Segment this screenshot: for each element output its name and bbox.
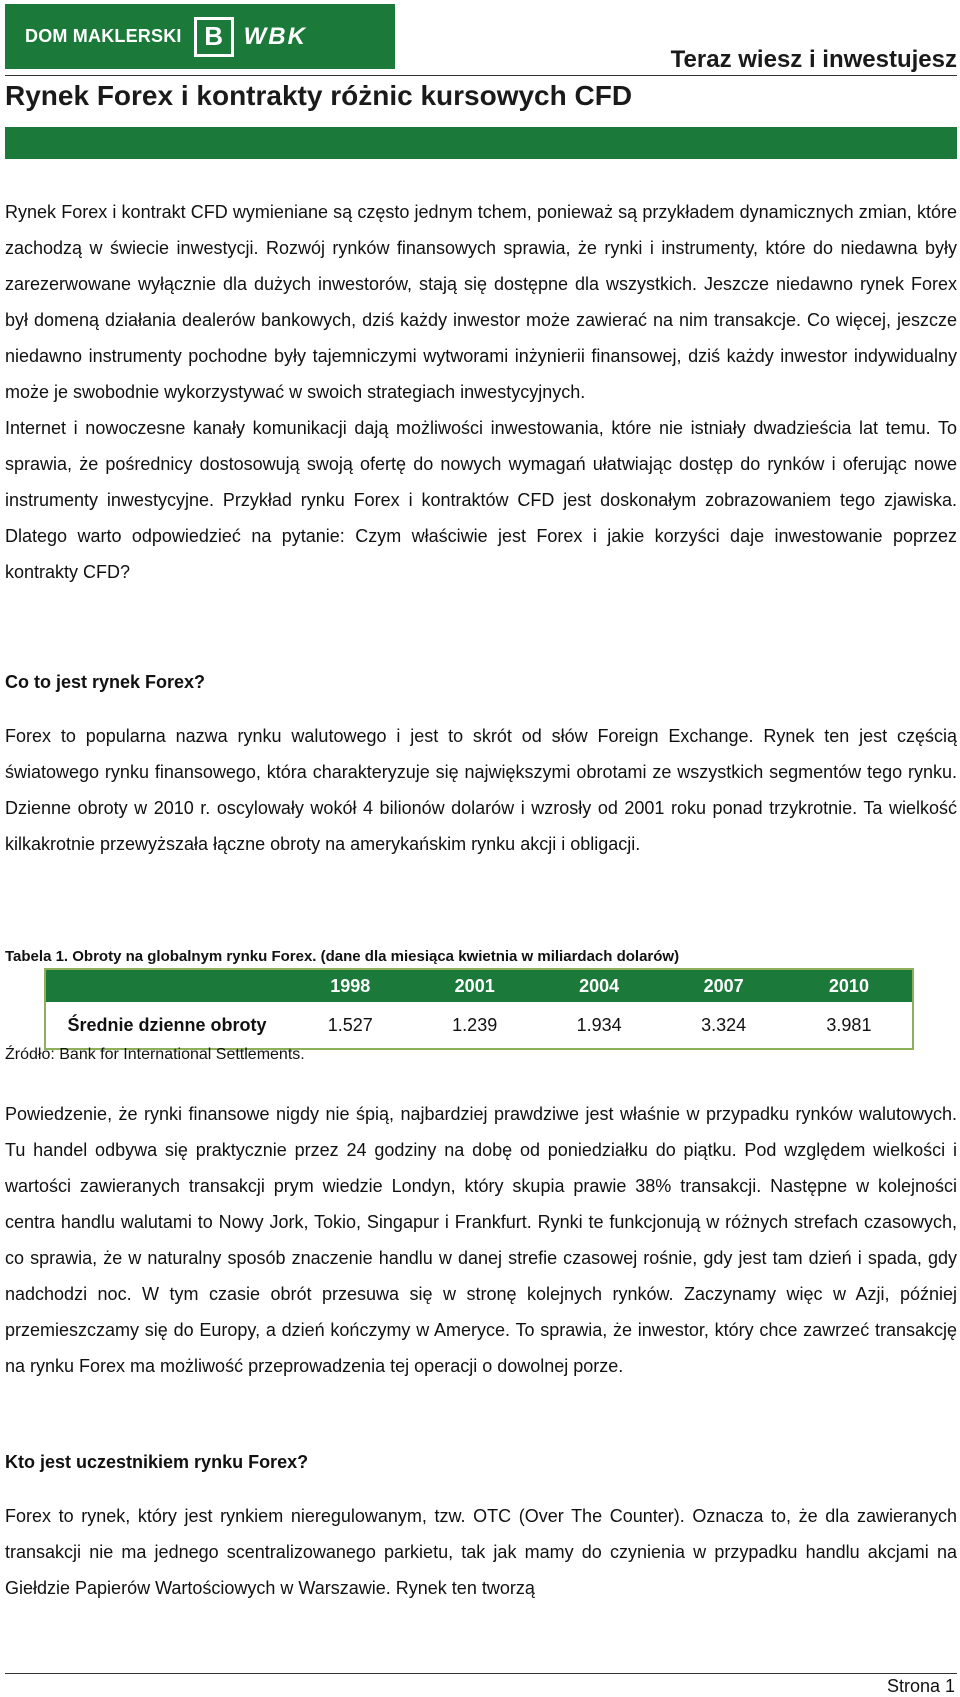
section-paragraph: Powiedzenie, że rynki finansowe nigdy nie śpią, najbardziej prawdziwe jest właśnie w przypadku rynków walutowych. Tu handel odbywa się praktycznie przez 24 godziny na dobę od poniedziałku do piątku. Pod względem wielkości i wartości zawieranych transakcji prym wiedzie Londyn, który skupia prawie 38% transakcji. Następne w kolejności centra handlu walutami to Nowy Jork, Tokio, Singapur i Frankfurt. Rynki te funkcjonują w różnych strefach czasowych, co sprawia, że w naturalny sposób znaczenie handlu w danej strefie czasowej rośnie, gdy jest tam dzień i spada, gdy nadchodzi noc. W tym czasie obrót przesuwa się w stronę kolejnych rynków. Zaczynamy więc w Azji, później przemieszczamy się do Europy, a dzień kończymy w Ameryce. To sprawia, że inwestor, który chce zawrzeć transakcję na rynku Forex ma możliwość przeprowadzenia tej operacji o dowolnej porze. — [5, 1104, 957, 1376]
year-header: 2001 — [412, 969, 536, 1002]
footer-divider — [5, 1673, 957, 1674]
year-header: 2004 — [537, 969, 661, 1002]
page-number: Strona 1 — [886, 1676, 955, 1696]
table-row — [45, 1002, 913, 1049]
brand-logo — [5, 4, 395, 69]
section-forex — [5, 664, 957, 862]
table-caption-block — [5, 947, 957, 967]
title-band — [5, 127, 957, 159]
intro-paragraph-1: Rynek Forex i kontrakt CFD wymieniane są często jednym tchem, ponieważ są przykładem dynamicznych zmian, które zachodzą w świecie inwestycji. Rozwój rynków finansowych sprawia, że rynki i instrumenty, które do niedawna były zarezerwowane wyłącznie dla dużych inwestorów, stają się dostępne dla wszystkich. Jeszcze niedawno rynek Forex był domeną działania dealerów bankowych, dziś każdy inwestor może zawierać na nim transakcje. Co więcej, jeszcze niedawno instrumenty pochodne były tajemniczymi wytworami inżynierii finansowej, dziś każdy inwestor indywidualny może je swobodnie wykorzystywać w swoich strategiach inwestycyjnych. — [5, 202, 957, 402]
tagline: Teraz wiesz i inwestujesz — [670, 46, 957, 73]
logo-text: DOM MAKLERSKI — [25, 26, 182, 46]
document-title: Rynek Forex i kontrakty różnic kursowych CFD — [5, 80, 633, 111]
year-header: 1998 — [288, 969, 412, 1002]
table-cell: 1.527 — [327, 1014, 373, 1035]
section-heading: Co to jest rynek Forex? — [5, 672, 206, 692]
intro-paragraph-2: Internet i nowoczesne kanały komunikacji dają możliwości inwestowania, które nie istniały dwadzieścia lat temu. To sprawia, że pośrednicy dostosowują swoją ofertę do nowych wymagań ułatwiając dostęp do rynków i oferując nowe instrumenty inwestycyjne. Przykład rynku Forex i kontraktów CFD jest doskonałym zobrazowaniem tego zjawiska. Dlatego warto odpowiedzieć na pytanie: Czym właściwie jest Forex i jakie korzyści daje inwestowanie poprzez kontrakty CFD? — [5, 418, 957, 582]
year-header: 2007 — [661, 969, 785, 1002]
table-caption: Tabela 1. Obroty na globalnym rynku Forex. (dane dla miesiąca kwietnia w miliardach dolarów) — [5, 948, 680, 965]
row-label: Średnie dzienne obroty — [67, 1015, 267, 1035]
table-corner — [45, 969, 288, 1002]
section-paragraph: Forex to popularna nazwa rynku walutowego i jest to skrót od słów Foreign Exchange. Rynek ten jest częścią światowego rynku finansowego, która charakteryzuje się największymi obrotami ze wszystkich segmentów tego rynku. Dzienne obroty w 2010 r. oscylowały wokół 4 bilionów dolarów i wzrosły od 2001 roku ponad trzykrotnie. Ta wielkość kilkakrotnie przewyższała łączne obroty na amerykańskim rynku akcji i obligacji. — [5, 726, 957, 854]
table-source-block — [5, 1045, 957, 1065]
table-source: Źródło: Bank for International Settlements. — [5, 1046, 305, 1063]
section-paragraph: Forex to rynek, który jest rynkiem nieregulowanym, tzw. OTC (Over The Counter). Oznacza to, że dla zawieranych transakcji nie ma jednego scentralizowanego parkietu, tak jak mamy do czynienia w przypadku handlu akcjami na Giełdzie Papierów Wartościowych w Warszawie. Rynek ten tworzą — [5, 1506, 957, 1598]
table-cell: 1.934 — [576, 1014, 622, 1035]
table-cell: 3.981 — [826, 1014, 872, 1035]
logo-mark-icon: B — [194, 17, 234, 57]
table-header-row — [45, 969, 913, 1002]
section-trading-hours — [5, 1096, 957, 1384]
section-participants — [5, 1444, 957, 1606]
table-cell: 1.239 — [452, 1014, 498, 1035]
section-heading: Kto jest uczestnikiem rynku Forex? — [5, 1452, 309, 1472]
intro-section — [5, 194, 957, 590]
table-cell: 3.324 — [701, 1014, 747, 1035]
turnover-table — [44, 968, 914, 1050]
logo-wbk-text: WBK — [243, 22, 307, 50]
header-divider — [5, 75, 957, 76]
year-header: 2010 — [786, 969, 913, 1002]
